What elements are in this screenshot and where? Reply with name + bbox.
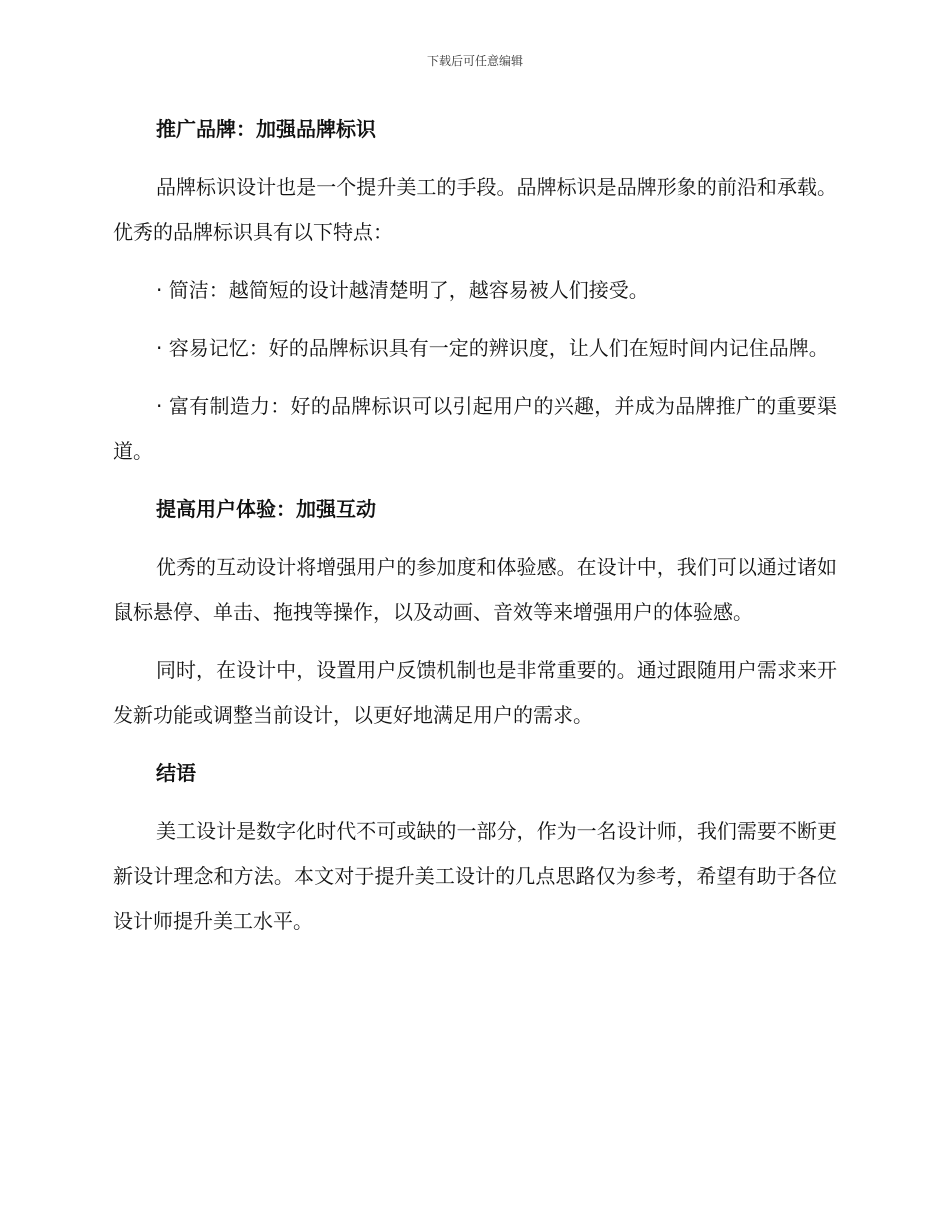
section-heading-conclusion: 结语	[156, 761, 196, 785]
bullet-simple: · 简洁：越简短的设计越清楚明了，越容易被人们接受。	[156, 278, 649, 302]
paragraph-conclusion: 美工设计是数字化时代不可或缺的一部分，作为一名设计师，我们需要不断更新设计理念和方法。本文对于提升美工设计的几点思路仅为参考，希望有助于各位设计师提升美工水平。	[113, 819, 837, 933]
document-body	[113, 107, 837, 957]
bullet-creative: · 富有制造力：好的品牌标识可以引起用户的兴趣，并成为品牌推广的重要渠道。	[113, 394, 837, 463]
paragraph-feedback: 同时，在设计中，设置用户反馈机制也是非常重要的。通过跟随用户需求来开发新功能或调整当前设计，以更好地满足用户的需求。	[113, 658, 837, 727]
page-header: 下载后可任意编辑	[426, 54, 523, 68]
section-heading-brand: 推广品牌：加强品牌标识	[156, 117, 376, 141]
bullet-memorable: · 容易记忆：好的品牌标识具有一定的辨识度，让人们在短时间内记住品牌。	[156, 336, 829, 360]
paragraph-interaction: 优秀的互动设计将增强用户的参加度和体验感。在设计中，我们可以通过诸如鼠标悬停、单击、拖拽等操作，以及动画、音效等来增强用户的体验感。	[113, 555, 837, 624]
section-heading-ux: 提高用户体验：加强互动	[156, 497, 376, 521]
paragraph-brand-intro: 品牌标识设计也是一个提升美工的手段。品牌标识是品牌形象的前沿和承载。优秀的品牌标识具有以下特点：	[113, 175, 837, 244]
